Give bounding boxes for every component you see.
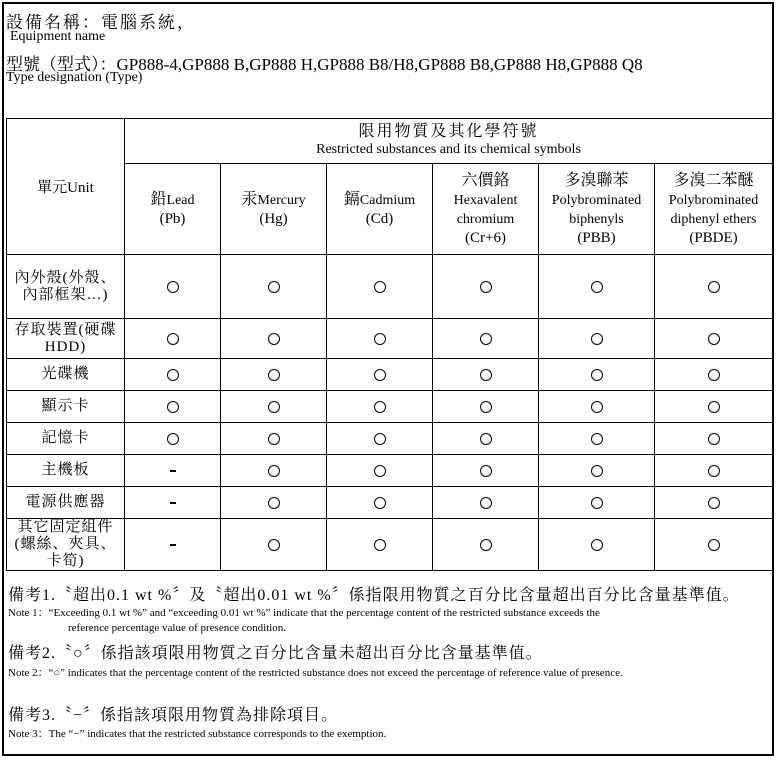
unit-label: 電源供應器 xyxy=(7,487,125,519)
circle-mark-icon xyxy=(591,333,603,345)
mark-cell xyxy=(125,423,221,455)
mark-cell xyxy=(221,359,327,391)
mark-cell xyxy=(125,391,221,423)
circle-mark-icon xyxy=(374,401,386,413)
circle-mark-icon xyxy=(480,281,492,293)
note2-zh: 備考2.〝○〞係指該項限用物質之百分比含量未超出百分比含量基準值。 xyxy=(8,645,543,662)
mark-cell xyxy=(125,255,221,319)
circle-mark-icon xyxy=(480,369,492,381)
unit-label: 主機板 xyxy=(7,455,125,487)
mark-cell xyxy=(433,487,539,519)
circle-mark-icon xyxy=(167,333,179,345)
mark-cell xyxy=(539,391,655,423)
unit-label: 光碟機 xyxy=(7,359,125,391)
mark-cell xyxy=(125,519,221,571)
table-row xyxy=(7,455,773,487)
circle-mark-icon xyxy=(268,539,280,551)
circle-mark-icon xyxy=(480,433,492,445)
circle-mark-icon xyxy=(708,539,720,551)
substance-symbol: (Pb) xyxy=(159,210,186,227)
unit-label: 其它固定組件(螺絲、夾具、卡筍) xyxy=(7,519,125,571)
table-row xyxy=(7,423,773,455)
circle-mark-icon xyxy=(591,401,603,413)
circle-mark-icon xyxy=(591,539,603,551)
mark-cell xyxy=(655,391,773,423)
equipment-header xyxy=(6,4,770,116)
substance-name-zh: 多溴聯苯 xyxy=(564,171,629,189)
circle-mark-icon xyxy=(480,539,492,551)
substance-name-en: Polybrominated diphenyl ethers xyxy=(668,192,759,227)
substance-symbol: (PBDE) xyxy=(689,229,738,246)
mark-cell xyxy=(655,359,773,391)
substance-header-4 xyxy=(539,164,655,255)
circle-mark-icon xyxy=(374,281,386,293)
dash-mark-icon xyxy=(170,470,176,472)
mark-cell xyxy=(221,487,327,519)
mark-cell xyxy=(327,423,433,455)
circle-mark-icon xyxy=(480,401,492,413)
circle-mark-icon xyxy=(591,281,603,293)
table-row xyxy=(7,359,773,391)
mark-cell xyxy=(327,391,433,423)
mark-cell xyxy=(655,319,773,359)
circle-mark-icon xyxy=(591,433,603,445)
dash-mark-icon xyxy=(170,544,176,546)
circle-mark-icon xyxy=(374,433,386,445)
mark-cell xyxy=(433,423,539,455)
table-row xyxy=(7,255,773,319)
circle-mark-icon xyxy=(268,497,280,509)
mark-cell xyxy=(655,255,773,319)
equipment-name-en: Equipment name xyxy=(10,29,106,44)
circle-mark-icon xyxy=(167,281,179,293)
restricted-substances-table xyxy=(6,118,773,571)
substance-header-5 xyxy=(655,164,773,255)
mark-cell xyxy=(221,255,327,319)
circle-mark-icon xyxy=(708,465,720,477)
substance-name-en: Polybrominated biphenyls xyxy=(551,192,642,227)
unit-label: 內外殼(外殼、內部框架…) xyxy=(7,255,125,319)
circle-mark-icon xyxy=(708,333,720,345)
circle-mark-icon xyxy=(268,369,280,381)
circle-mark-icon xyxy=(708,369,720,381)
note3-en: Note 3：The “−” indicates that the restricted substance corresponds to the exemption. xyxy=(8,728,387,740)
circle-mark-icon xyxy=(480,465,492,477)
circle-mark-icon xyxy=(167,401,179,413)
mark-cell xyxy=(655,455,773,487)
substance-name-en: Lead xyxy=(166,192,195,208)
mark-cell xyxy=(433,319,539,359)
mark-cell xyxy=(327,359,433,391)
mark-cell xyxy=(433,519,539,571)
note2-en: Note 2：“○” indicates that the percentage content of the restricted substance does not exceed the percentage of reference value of presence. xyxy=(8,667,623,679)
mark-cell xyxy=(539,319,655,359)
substance-symbol: (Cr+6) xyxy=(465,229,506,246)
circle-mark-icon xyxy=(374,497,386,509)
note1-en-cont: reference percentage value of presence condition. xyxy=(68,622,287,634)
mark-cell xyxy=(433,359,539,391)
substance-header-2 xyxy=(327,164,433,255)
mark-cell xyxy=(433,391,539,423)
mark-cell xyxy=(327,519,433,571)
substance-header-1 xyxy=(221,164,327,255)
substance-name-zh: 多溴二苯醚 xyxy=(673,171,754,189)
mark-cell xyxy=(327,487,433,519)
table-row xyxy=(7,391,773,423)
mark-cell xyxy=(655,423,773,455)
table-body xyxy=(7,255,773,571)
circle-mark-icon xyxy=(268,333,280,345)
type-designation-en: Type designation (Type) xyxy=(6,70,143,85)
substance-symbol: (PBB) xyxy=(577,229,616,246)
substance-name-en: Hexavalent chromium xyxy=(453,192,518,227)
mark-cell xyxy=(125,359,221,391)
mark-cell xyxy=(539,359,655,391)
substance-header-3 xyxy=(433,164,539,255)
substance-name-en: Mercury xyxy=(257,192,306,208)
mark-cell xyxy=(433,255,539,319)
mark-cell xyxy=(327,455,433,487)
mark-cell xyxy=(655,487,773,519)
mark-cell xyxy=(327,319,433,359)
circle-mark-icon xyxy=(708,281,720,293)
mark-cell xyxy=(125,487,221,519)
circle-mark-icon xyxy=(708,433,720,445)
circle-mark-icon xyxy=(268,465,280,477)
substance-name-zh: 汞 xyxy=(241,190,258,208)
mark-cell xyxy=(539,423,655,455)
substances-group-header xyxy=(125,119,773,164)
circle-mark-icon xyxy=(480,497,492,509)
mark-cell xyxy=(539,487,655,519)
circle-mark-icon xyxy=(167,369,179,381)
mark-cell xyxy=(539,455,655,487)
substance-name-zh: 鎘 xyxy=(343,190,360,208)
unit-label: 記憶卡 xyxy=(7,423,125,455)
circle-mark-icon xyxy=(591,497,603,509)
substance-name-zh: 鉛 xyxy=(150,190,167,208)
mark-cell xyxy=(221,391,327,423)
mark-cell xyxy=(327,255,433,319)
circle-mark-icon xyxy=(374,333,386,345)
substance-name-zh: 六價鉻 xyxy=(461,171,510,189)
group-header-zh: 限用物質及其化學符號 xyxy=(358,123,539,140)
dash-mark-icon xyxy=(170,502,176,504)
mark-cell xyxy=(221,455,327,487)
note1-zh: 備考1.〝超出0.1 wt %〞及〝超出0.01 wt %〞係指限用物質之百分比含量超出百分比含量基準值。 xyxy=(8,587,740,604)
circle-mark-icon xyxy=(374,369,386,381)
substance-header-0 xyxy=(125,164,221,255)
mark-cell xyxy=(539,255,655,319)
substance-symbol: (Hg) xyxy=(259,210,288,227)
table-row xyxy=(7,519,773,571)
note3-zh: 備考3.〝−〞係指該項限用物質為排除項目。 xyxy=(8,707,339,724)
circle-mark-icon xyxy=(268,281,280,293)
mark-cell xyxy=(125,455,221,487)
mark-cell xyxy=(655,519,773,571)
circle-mark-icon xyxy=(591,465,603,477)
equipment-name-zh: 設備名稱：電腦系統， xyxy=(6,13,196,32)
unit-label: 存取裝置(硬碟HDD) xyxy=(7,319,125,359)
mark-cell xyxy=(221,519,327,571)
circle-mark-icon xyxy=(708,401,720,413)
circle-mark-icon xyxy=(374,539,386,551)
circle-mark-icon xyxy=(708,497,720,509)
mark-cell xyxy=(125,319,221,359)
circle-mark-icon xyxy=(374,465,386,477)
circle-mark-icon xyxy=(591,369,603,381)
type-designation-zh: 型號（型式）：GP888-4,GP888 B,GP888 H,GP888 B8/H8,GP888 B8,GP888 H8,GP888 Q8 xyxy=(6,55,643,74)
group-header-en: Restricted substances and its chemical symbols xyxy=(316,142,581,157)
circle-mark-icon xyxy=(480,333,492,345)
circle-mark-icon xyxy=(167,433,179,445)
table-row xyxy=(7,487,773,519)
unit-label: 顯示卡 xyxy=(7,391,125,423)
mark-cell xyxy=(221,423,327,455)
circle-mark-icon xyxy=(268,401,280,413)
unit-header: 單元Unit xyxy=(7,119,125,255)
substance-symbol: (Cd) xyxy=(365,210,394,227)
mark-cell xyxy=(433,455,539,487)
table-row xyxy=(7,319,773,359)
circle-mark-icon xyxy=(268,433,280,445)
mark-cell xyxy=(539,519,655,571)
mark-cell xyxy=(221,319,327,359)
substance-name-en: Cadmium xyxy=(359,192,416,208)
note1-en: Note 1：“Exceeding 0.1 wt %” and “exceeding 0.01 wt %” indicate that the percentage content of the restricted substance exceeds the xyxy=(8,607,600,619)
